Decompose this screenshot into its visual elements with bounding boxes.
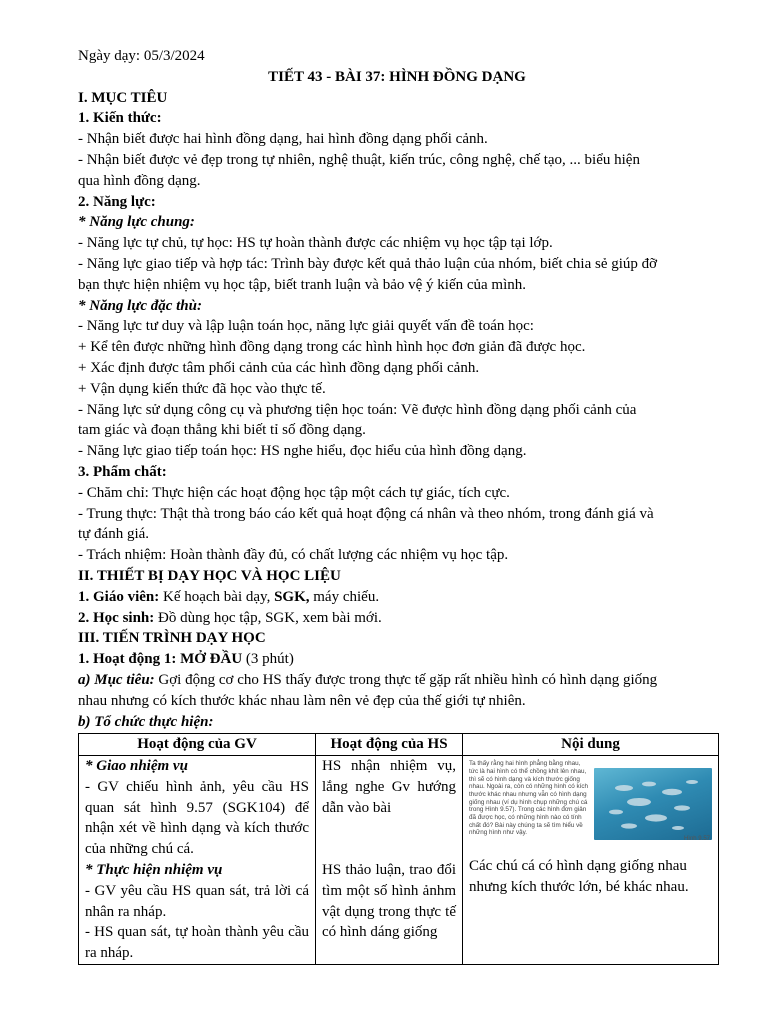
specific-competence-3: + Xác định được tâm phối cảnh của các hình đồng dạng phối cảnh. xyxy=(78,359,480,376)
general-competence-1: - Năng lực tự chủ, tự học: HS tự hoàn thành được các nhiệm vụ học tập tại lớp. xyxy=(78,235,553,252)
knowledge-item-2b: qua hình đồng dạng. xyxy=(78,172,201,189)
specific-competence-2: + Kể tên được những hình đồng dạng trong các hình hình học đơn giản đã được học. xyxy=(78,339,586,356)
textbook-excerpt xyxy=(469,756,712,856)
general-competence-2b: bạn thực hiện nhiệm vụ học tập, biết tranh luận và bảo vệ ý kiến của mình. xyxy=(78,276,527,293)
header-teacher: Hoạt động của GV xyxy=(79,734,316,756)
student-text-1: HS nhận nhiệm vụ, lắng nghe Gv hướng dẫn vào bài xyxy=(322,758,456,816)
quality-2a: - Trung thực: Thật thà trong báo cáo kết quả hoạt động cá nhân và theo nhóm, trong đánh giá và xyxy=(78,505,654,522)
content-text: Các chú cá có hình dạng giống nhau nhưng kích thước lớn, bé khác nhau. xyxy=(469,858,689,895)
knowledge-item-2a: - Nhận biết được vẻ đẹp trong tự nhiên, nghệ thuật, kiến trúc, công nghệ, chế tạo, ... biểu hiện xyxy=(78,151,640,168)
quality-2b: tự đánh giá. xyxy=(78,526,150,543)
section-heading-3: III. TIẾN TRÌNH DẠY HỌC xyxy=(78,630,266,647)
objective-line-b: nhau nhưng có kích thước khác nhau làm nên vẻ đẹp của thế giới tự nhiên. xyxy=(78,692,526,709)
knowledge-item-1: - Nhận biết được hai hình đồng dạng, hai hình đồng dạng phối cảnh. xyxy=(78,131,488,148)
subsection-qualities: 3. Phẩm chất: xyxy=(78,463,167,480)
content-cell xyxy=(463,756,719,965)
do-text-2: - HS quan sát, tự hoàn thành yêu cầu ra nháp. xyxy=(85,924,309,962)
objective-line-a: a) Mục tiêu: Gợi động cơ cho HS thấy được trong thực tế gặp rất nhiều hình có hình dạng giống xyxy=(78,671,658,688)
specific-competence-6: - Năng lực giao tiếp toán học: HS nghe hiểu, đọc hiểu của hình đồng dạng. xyxy=(78,443,527,460)
quality-1: - Chăm chỉ: Thực hiện các hoạt động học tập một cách tự giác, tích cực. xyxy=(78,484,510,501)
subsection-competence: 2. Năng lực: xyxy=(78,193,156,210)
general-competence-2a: - Năng lực giao tiếp và hợp tác: Trình bày được kết quả thảo luận của nhóm, biết chia sẻ giúp đỡ xyxy=(78,255,658,272)
task-heading: * Giao nhiệm vụ xyxy=(85,758,188,775)
specific-competence-5b: tam giác và đoạn thẳng khi biết tỉ số đồng dạng. xyxy=(78,422,366,439)
specific-competence-1: - Năng lực tư duy và lập luận toán học, năng lực giải quyết vấn đề toán học: xyxy=(78,318,534,335)
activity-1-heading: 1. Hoạt động 1: MỞ ĐẦU (3 phút) xyxy=(78,651,294,668)
section-heading-2: II. THIẾT BỊ DẠY HỌC VÀ HỌC LIỆU xyxy=(78,567,341,584)
subsection-knowledge: 1. Kiến thức: xyxy=(78,110,162,127)
header-content: Nội dung xyxy=(463,734,719,756)
section-heading-1: I. MỤC TIÊU xyxy=(78,89,168,106)
student-materials: 2. Học sinh: Đồ dùng học tập, SGK, xem bài mới. xyxy=(78,609,382,626)
teacher-materials: 1. Giáo viên: Kế hoạch bài dạy, SGK, máy chiếu. xyxy=(78,588,380,605)
do-text-1: - GV yêu cầu HS quan sát, trả lời cá nhân ra nháp. xyxy=(85,882,309,920)
student-cell xyxy=(316,756,463,965)
document-page xyxy=(78,46,716,965)
header-student: Hoạt động của HS xyxy=(316,734,463,756)
do-heading: * Thực hiện nhiệm vụ xyxy=(85,862,223,879)
table-row xyxy=(79,756,719,965)
specific-competence-heading: * Năng lực đặc thù: xyxy=(78,297,202,314)
general-competence-heading: * Năng lực chung: xyxy=(78,214,195,231)
lesson-date: Ngày dạy: 05/3/2024 xyxy=(78,48,205,64)
lesson-title: TIẾT 43 - BÀI 37: HÌNH ĐỒNG DẠNG xyxy=(268,68,526,85)
quality-3: - Trách nhiệm: Hoàn thành đầy đủ, có chất lượng các nhiệm vụ học tập. xyxy=(78,547,509,564)
specific-competence-4: + Vận dụng kiến thức đã học vào thực tế. xyxy=(78,380,326,397)
organization-heading: b) Tổ chức thực hiện: xyxy=(78,713,214,730)
teacher-cell xyxy=(79,756,316,965)
task-text: - GV chiếu hình ảnh, yêu cầu HS quan sát hình 9.57 (SGK104) để nhận xét về hình dạng và kích thước của những chú cá. xyxy=(85,778,309,858)
specific-competence-5a: - Năng lực sử dụng công cụ và phương tiện học toán: Vẽ được hình đồng dạng phối cảnh của xyxy=(78,401,637,418)
activity-table xyxy=(78,733,719,965)
textbook-excerpt-text: Ta thấy rằng hai hình phẳng bằng nhau, tức là hai hình có thể chồng khít lên nhau, thì sẽ có hình dạng và kích thước giống nhau. Ngoài ra, còn có những hình có kích thước khác nhau nhưng vẫn có hình dạng giống nhau (ví dụ hình chụp những chú cá trong Hình 9.57). Trong các hình đơn giản đã được học, có những hình nào có tính chất đó? Bài này chúng ta sẽ tìm hiểu về những hình như vậy. xyxy=(469,760,589,837)
figure-caption: Hình 9.57 xyxy=(683,836,710,843)
fish-school-image xyxy=(594,768,712,843)
student-text-2: HS thảo luận, trao đổi tìm một số hình ảnhm vật dụng trong thực tế có hình dáng giống xyxy=(322,862,456,941)
table-header-row xyxy=(79,734,719,756)
